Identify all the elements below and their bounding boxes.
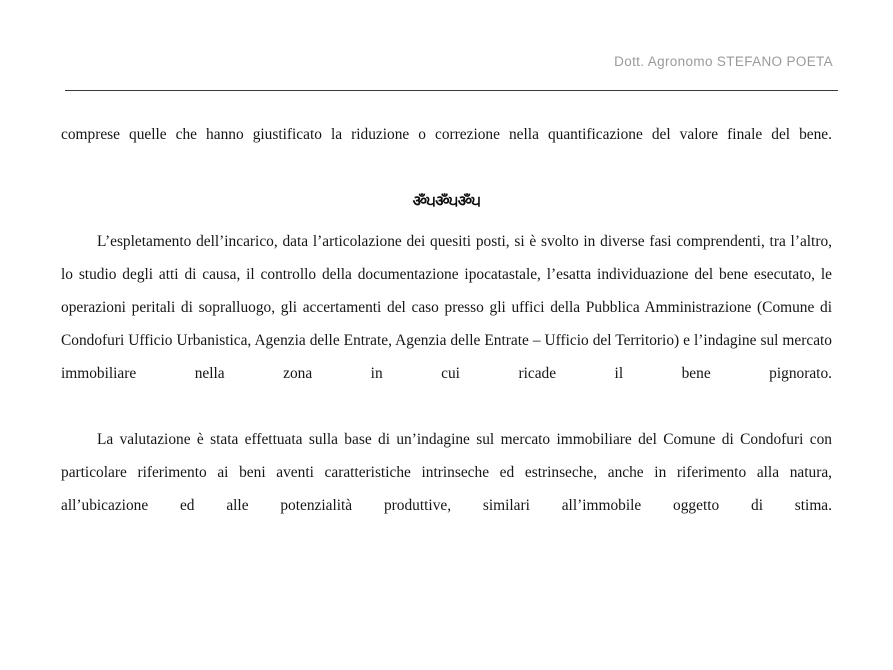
document-body — [61, 118, 832, 555]
paragraph-valutazione-mercato: La valutazione è stata effettuata sulla base di un’indagine sul mercato immobiliare del Comune di Condofuri con particolare riferimento ai beni aventi caratteristiche intrinseche ed estrinseche, anche in riferimento alla natura, all’ubicazione ed alle potenzialità produttive, similari all’immobile oggetto di stima. — [61, 431, 832, 514]
header-divider-rule — [65, 90, 838, 91]
paragraph-espletamento-incarico: L’espletamento dell’incarico, data l’articolazione dei quesiti posti, si è svolto in diverse fasi comprendenti, tra l’altro, lo studio degli atti di causa, il controllo della documentazione ipocatastale, l’esatta individuazione del bene esecutato, le operazioni peritali di sopralluogo, gli accertamenti del caso presso gli uffici della Pubblica Amministrazione (Comune di Condofuri Ufficio Urbanistica, Agenzia delle Entrate, Agenzia delle Entrate – Ufficio del Territorio) e l’indagine sul mercato immobiliare nella zona in cui ricade il bene pignorato. — [61, 233, 832, 382]
paragraph-continuation: comprese quelle che hanno giustificato la riduzione o correzione nella quantificazione del valore finale del bene. — [61, 126, 832, 143]
spacer-after-ornament — [61, 218, 832, 225]
page-header — [65, 54, 838, 84]
ornamental-divider-icon: ॐ੫ॐ੫ॐ੫ — [412, 192, 481, 210]
header-author-title: Dott. Agronomo STEFANO POETA — [614, 54, 833, 69]
